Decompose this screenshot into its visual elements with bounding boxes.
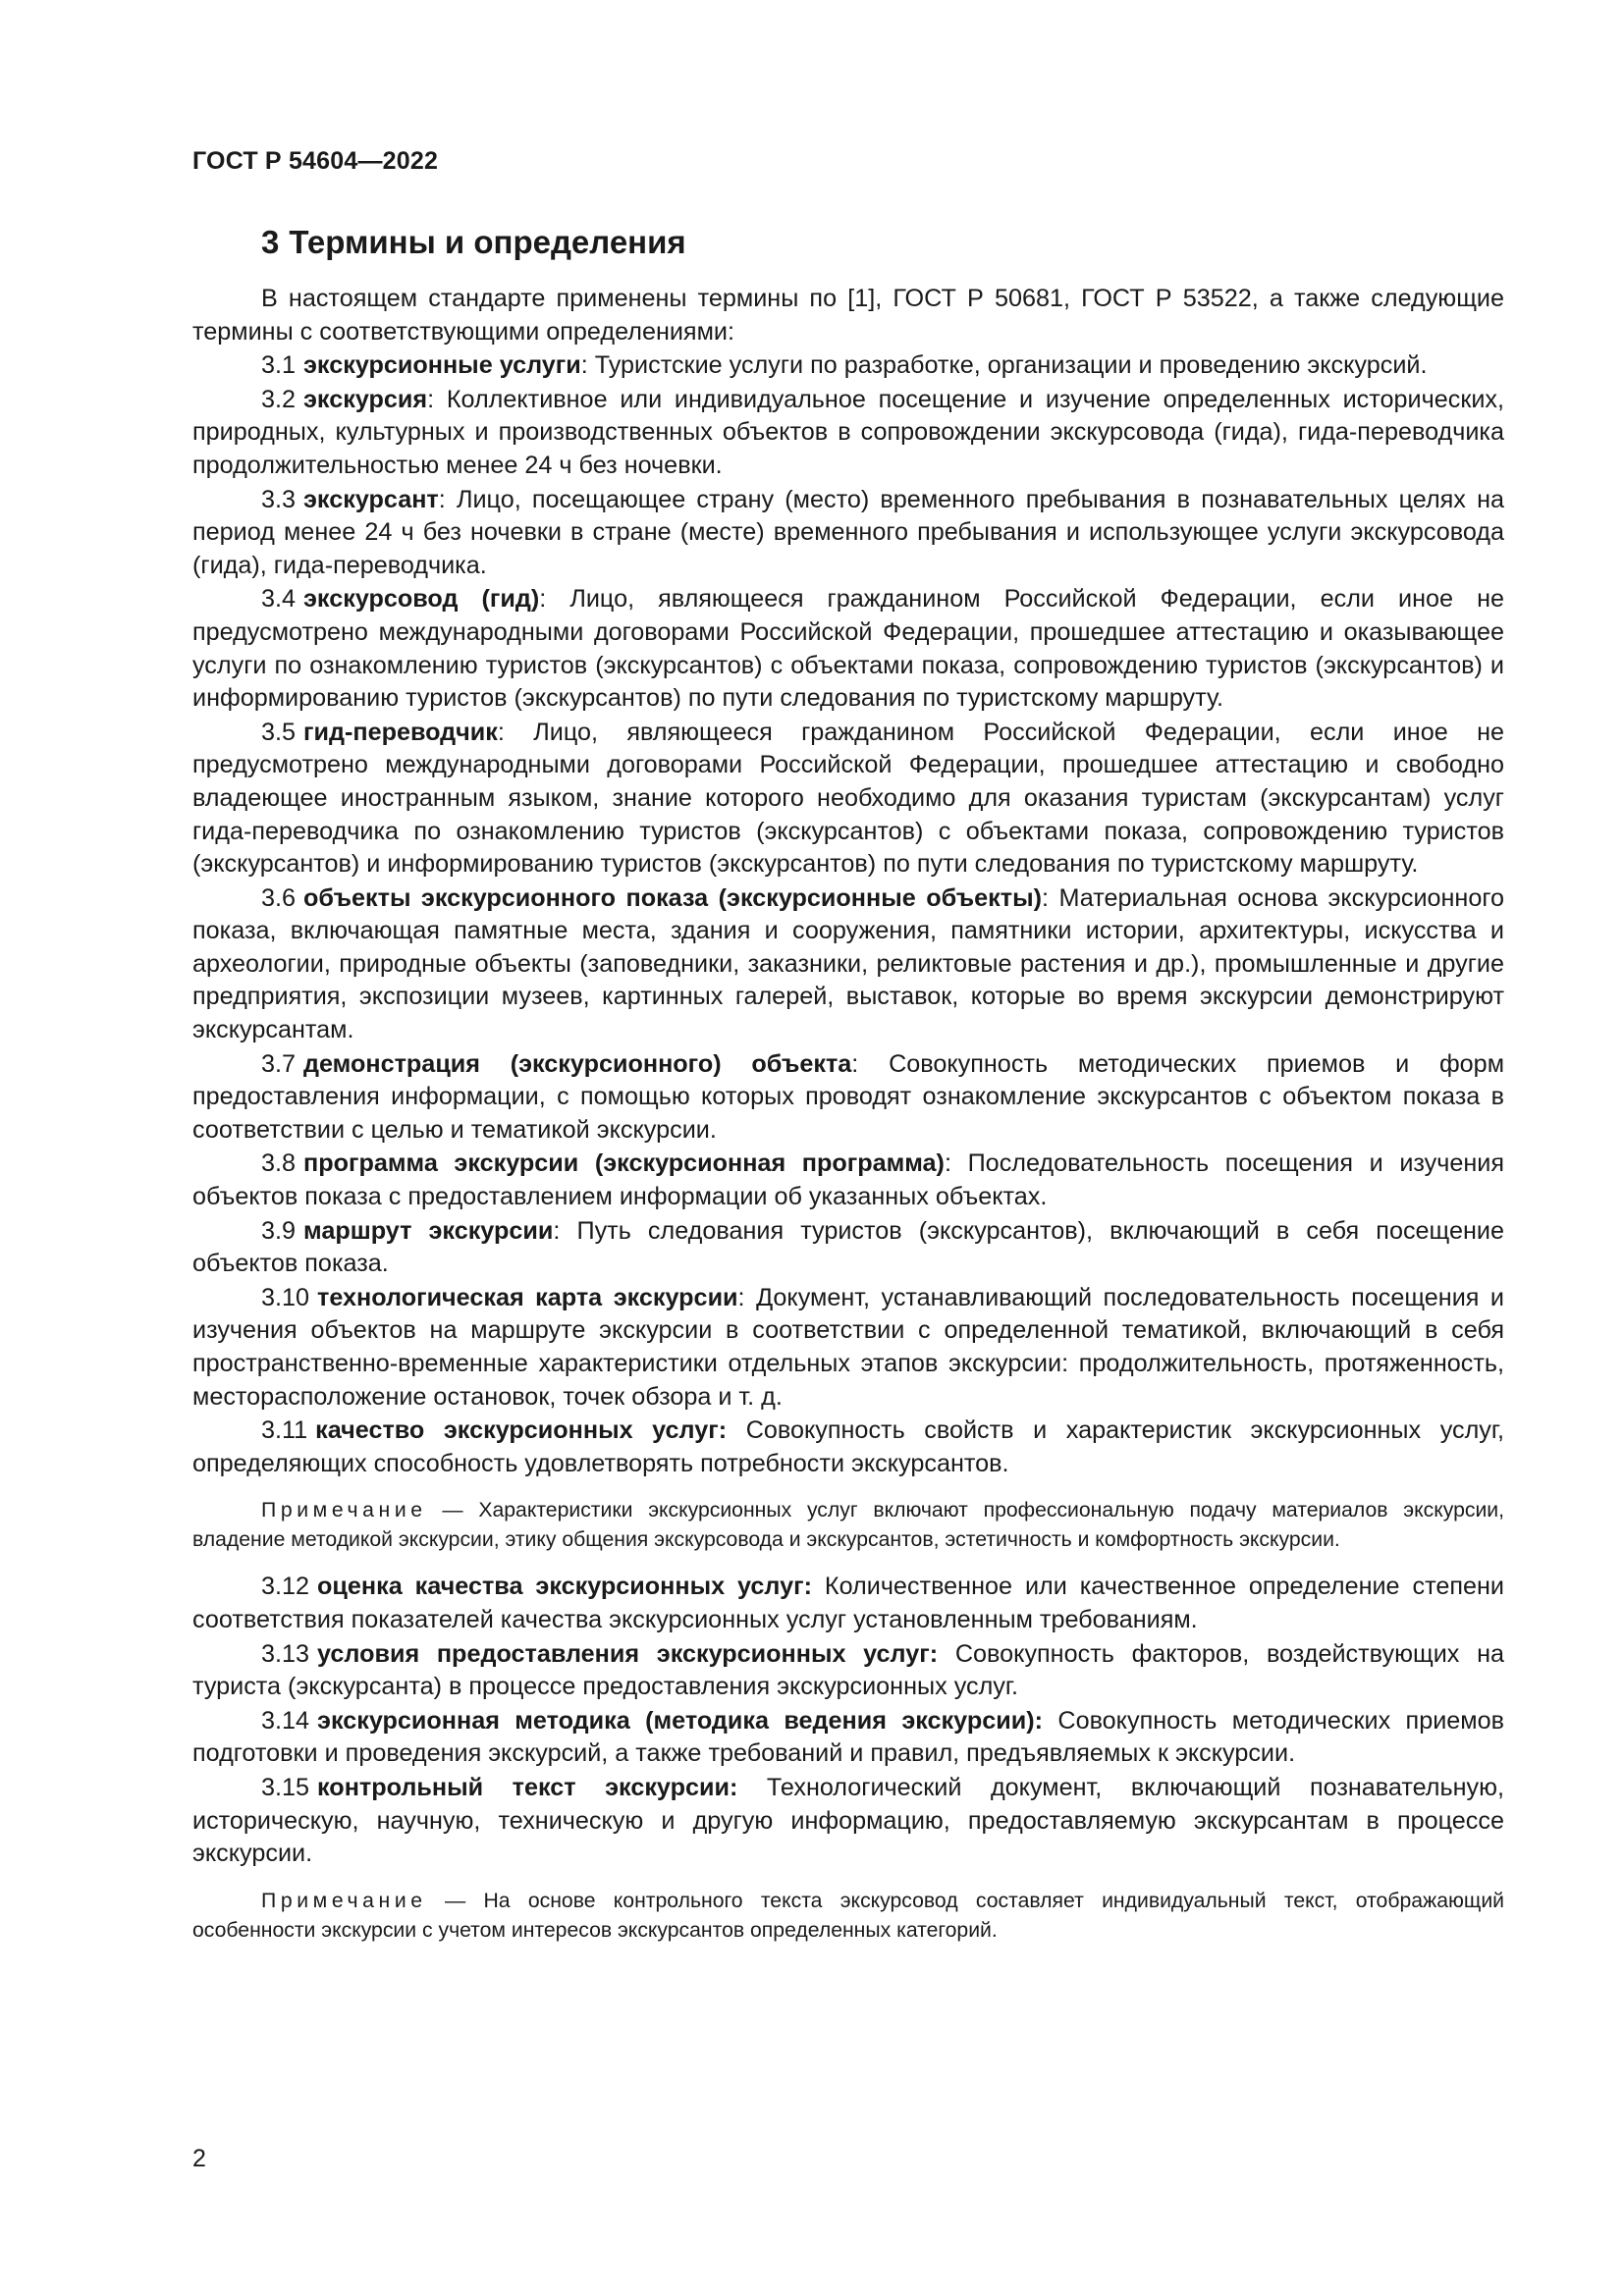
term-number: 3.15: [261, 1773, 310, 1801]
term-definition: Совокупность свойств и характеристик экскурсионных услуг, определяющих способность удовлетворять потребности экскурсантов.: [192, 1416, 1504, 1477]
term-3-9: [192, 1215, 1504, 1281]
term-definition: Совокупность методических приемов и форм предоставления информации, с помощью которых проводят ознакомление экскурсантов с объектом показа в соответствии с целью и тематикой экскурсии.: [192, 1049, 1505, 1144]
term-number: 3.7: [261, 1049, 297, 1078]
term-name: качество экскурсионных услуг:: [315, 1416, 728, 1445]
term-separator: :: [1042, 883, 1059, 912]
term-definition: Лицо, являющееся гражданином Российской Федерации, если иное не предусмотрено международными договорами Российской Федерации, прошедшее аттестацию и оказывающее услуги по ознакомлению туристов (экскурсантов) с объектами показа, сопровождению туристов (экскурсантов) и информированию туристов (экскурсантов) по пути следования по туристскому маршруту.: [192, 585, 1504, 713]
term-definition: Лицо, посещающее страну (место) временного пребывания в познавательных целях на период менее 24 ч без ночевки в стране (месте) временного пребывания и использующее услуги экскурсовода (гида), гида-переводчика.: [192, 485, 1504, 579]
term-3-1: [192, 349, 1504, 383]
term-number: 3.5: [261, 718, 297, 746]
term-3-11: [192, 1415, 1504, 1480]
term-name: экскурсия: [303, 385, 428, 413]
term-separator: :: [553, 1216, 577, 1245]
term-3-14: [192, 1705, 1504, 1771]
section-title-text: Термины и определения: [289, 224, 686, 260]
term-separator: :: [438, 485, 457, 513]
term-3-15: [192, 1772, 1504, 1871]
term-3-8: [192, 1148, 1504, 1213]
note-1: [192, 1496, 1504, 1555]
term-name: экскурсант: [303, 485, 439, 513]
term-3-6: [192, 882, 1504, 1047]
document-body: [192, 283, 1504, 1961]
term-number: 3.2: [261, 385, 297, 413]
term-number: 3.3: [261, 485, 297, 513]
term-3-3: [192, 484, 1504, 583]
term-definition: Совокупность факторов, воздействующих на туриста (экскурсанта) в процессе предоставления экскурсионных услуг.: [192, 1639, 1505, 1701]
term-number: 3.13: [261, 1639, 310, 1668]
term-number: 3.9: [261, 1216, 297, 1245]
term-definition: Туристские услуги по разработке, организации и проведению экскурсий.: [594, 351, 1428, 380]
term-name: оценка качества экскурсионных услуг:: [317, 1573, 812, 1601]
section-title: [261, 224, 686, 261]
intro-paragraph: В настоящем стандарте применены термины по [1], ГОСТ Р 50681, ГОСТ Р 53522, а также следующие термины с соответствующими определениями:: [192, 285, 1504, 346]
term-number: 3.4: [261, 585, 297, 614]
term-number: 3.6: [261, 883, 297, 912]
term-number: 3.11: [261, 1416, 308, 1445]
term-definition: Совокупность методических приемов подготовки и проведения экскурсий, а также требований и правил, предъявляемых к экскурсии.: [192, 1706, 1504, 1768]
note-label: Примечание: [261, 1499, 427, 1522]
term-name: технологическая карта экскурсии: [317, 1283, 738, 1311]
document-header: ГОСТ Р 54604—2022: [192, 147, 439, 175]
term-number: 3.14: [261, 1706, 310, 1735]
term-separator: [1043, 1707, 1057, 1735]
section-number: 3: [261, 224, 280, 260]
term-3-4: [192, 583, 1504, 715]
term-separator: :: [580, 351, 595, 380]
term-name: экскурсионная методика (методика ведения экскурсии):: [317, 1706, 1043, 1735]
term-name: экскурсовод (гид): [303, 585, 540, 614]
term-name: условия предоставления экскурсионных услуг:: [317, 1639, 939, 1668]
term-definition: Документ, устанавливающий последовательность посещения и изучения объектов на маршруте экскурсии в соответствии с определенной тематикой, включающий в себя пространственно-временные характеристики отдельных этапов экскурсии: продолжительность, протяженность, месторасположение остановок, точек обзора и т. д.: [192, 1283, 1505, 1411]
term-3-2: [192, 384, 1504, 483]
term-name: маршрут экскурсии: [303, 1216, 554, 1245]
term-3-13: [192, 1638, 1504, 1704]
term-name: контрольный текст экскурсии:: [317, 1773, 738, 1801]
term-definition: Количественное или качественное определение степени соответствия показателей качества экскурсионных услуг установленным требованиям.: [192, 1573, 1504, 1633]
term-separator: :: [427, 385, 447, 413]
term-3-12: [192, 1571, 1504, 1636]
term-number: 3.10: [261, 1283, 310, 1311]
term-separator: :: [851, 1049, 890, 1078]
term-name: экскурсионные услуги: [303, 351, 581, 380]
term-name: демонстрация (экскурсионного) объекта: [303, 1049, 852, 1078]
term-definition: Путь следования туристов (экскурсантов), включающий в себя посещение объектов показа.: [192, 1216, 1504, 1278]
note-text: — Характеристики экскурсионных услуг включают профессиональную подачу материалов экскурсии, владение методикой экскурсии, этику общения экскурсовода и экскурсантов, эстетичность и комфортность экскурсии.: [192, 1499, 1504, 1552]
term-separator: :: [539, 585, 570, 614]
note-text: — На основе контрольного текста экскурсовод составляет индивидуальный текст, отображающий особенности экскурсии с учетом интересов экскурсантов определенных категорий.: [192, 1889, 1504, 1942]
term-separator: :: [944, 1149, 968, 1178]
term-3-5: [192, 717, 1504, 881]
term-definition: Материальная основа экскурсионного показа, включающая памятные места, здания и сооружения, памятники истории, архитектуры, искусства и археологии, природные объекты (заповедники, заказники, реликтовые растения и др.), промышленные и другие предприятия, экспозиции музеев, картинных галерей, выставок, которые во время экскурсии демонстрируют экскурсантам.: [192, 883, 1504, 1044]
term-definition: Лицо, являющееся гражданином Российской Федерации, если иное не предусмотрено международными договорами Российской Федерации, прошедшее аттестацию и свободно владеющее иностранным языком, знание которого необходимо для оказания туристам (экскурсантам) услуг гида-переводчика по ознакомлению туристов (экскурсантов) с объектами показа, сопровождению туристов (экскурсантов) и информированию туристов (экскурсантов) по пути следования по туристскому маршруту.: [192, 718, 1504, 879]
term-separator: [812, 1573, 825, 1600]
term-separator: :: [737, 1283, 757, 1311]
term-name: программа экскурсии (экскурсионная программа): [303, 1149, 945, 1178]
page-number: 2: [192, 2145, 206, 2172]
term-name: объекты экскурсионного показа (экскурсионные объекты): [303, 883, 1043, 912]
term-separator: [737, 1774, 767, 1801]
term-separator: [727, 1416, 746, 1444]
term-number: 3.1: [261, 351, 297, 380]
term-name: гид-переводчик: [303, 718, 498, 746]
term-number: 3.8: [261, 1149, 297, 1178]
term-definition: Последовательность посещения и изучения объектов показа с предоставлением информации об указанных объектах.: [192, 1149, 1505, 1211]
note-2: [192, 1887, 1504, 1946]
term-definition: Технологический документ, включающий познавательную, историческую, научную, техническую и другую информацию, предоставляемую экскурсантам в процессе экскурсии.: [192, 1773, 1504, 1868]
term-number: 3.12: [261, 1573, 310, 1601]
note-label: Примечание: [261, 1889, 427, 1912]
term-separator: :: [497, 718, 534, 746]
term-3-10: [192, 1282, 1504, 1414]
term-3-7: [192, 1048, 1504, 1148]
term-separator: [938, 1640, 955, 1668]
term-definition: Коллективное или индивидуальное посещение и изучение определенных исторических, природных, культурных и производственных объектов в сопровождении экскурсовода (гида), гида-переводчика продолжительностью менее 24 ч без ночевки.: [192, 385, 1504, 479]
